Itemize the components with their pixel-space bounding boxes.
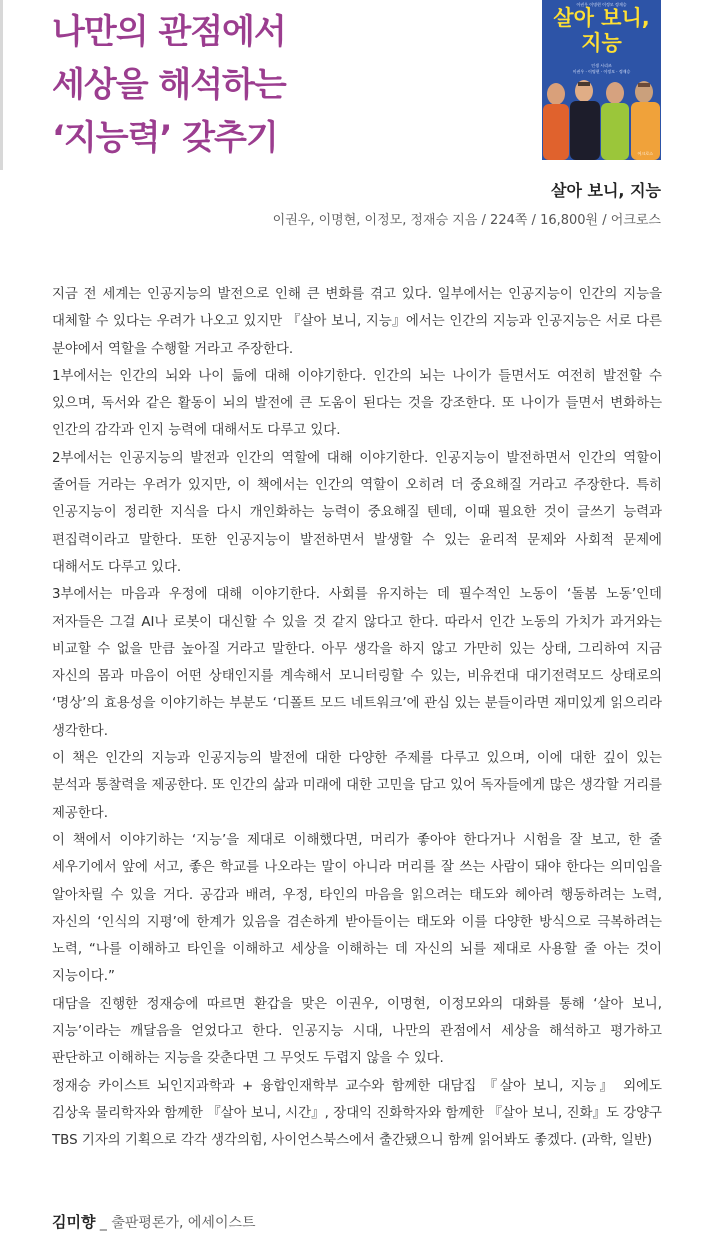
headline [52,6,522,165]
paragraph: 이 책은 인간의 지능과 인공지능의 발전에 대한 다양한 주제를 다루고 있으며, 이에 대한 깊이 있는 분석과 통찰력을 제공한다. 또 인간의 삶과 미래에 대한 고민을 담고 있어 독자들에게 많은 생각할 거리를 제공한다. [52,751,662,821]
headline-line: 세상을 해석하는 [52,65,286,105]
cover-author-line: 이권우 이명현 이정모 정재승 [576,2,627,7]
author-credit [52,1211,256,1232]
paragraph: 3부에서는 마음과 우정에 대해 이야기한다. 사회를 유지하는 데 필수적인 노동이 ‘돌봄 노동’인데 저자들은 그걸 AI나 로봇이 대신할 수 있을 것 같지 않다고 한다. 따라서 인간 노동의 가치가 과거와는 비교할 수 없을 만큼 높아질 거라고 말한다. 아무 생각을 하지 않고 가만히 있는 상태, 그리하여 지금 자신의 몸과 마음이 어떤 상태인지를 계속해서 모니터링할 수 있는, 비유컨대 대기전력모드 상태로의 ‘명상’의 효용성을 이야기하는 부분도 ‘디폴트 모드 네트워크’에 관심 있는 분들이라면 재미있게 읽으리라 생각한다. [52,587,662,739]
book-cover [542,0,661,160]
paragraph: 이 책에서 이야기하는 ‘지능’을 제대로 이해했다면, 머리가 좋아야 한다거나 시험을 잘 보고, 한 줄 세우기에서 앞에 서고, 좋은 학교를 나오라는 말이 아니라 머리를 잘 쓰는 사람이 돼야 한다는 의미임을 알아차릴 수 있을 거다. 공감과 배려, 우정, 타인의 마음을 읽으려는 태도와 헤아려 행동하려는 노력, 자신의 ‘인식의 지평’에 한계가 있음을 겸손하게 받아들이는 태도와 이를 다양한 방식으로 극복하려는 노력, “나를 이해하고 타인을 이해하고 세상을 이해하는 데 자신의 뇌를 제대로 사용할 줄 아는 것이 지능이다.” [52,832,662,985]
left-rule [0,0,3,170]
cover-illustration [542,80,661,160]
cover-title [542,6,661,56]
paragraph: 지금 전 세계는 인공지능의 발전으로 인해 큰 변화를 겪고 있다. 일부에서는 인공지능이 인간의 지능을 대체할 수 있다는 우려가 나오고 있지만 『살아 보니, 지능』에서는 인간의 지능과 인공지능은 서로 다른 분야에서 역할을 수행할 거라고 주장한다. [52,287,662,357]
author-name: 김미향 [52,1213,96,1231]
book-title: 살아 보니, 지능 [551,181,661,200]
book-meta: 이권우, 이명현, 이정모, 정재승 지음 / 224쪽 / 16,800원 / 어크로스 [272,213,661,228]
paragraph: 1부에서는 인간의 뇌와 나이 듦에 대해 이야기한다. 인간의 뇌는 나이가 들면서도 여전히 발전할 수 있으며, 독서와 같은 활동이 뇌의 발전에 큰 도움이 된다는 것을 강조한다. 또 나이가 들면서 변화하는 인간의 감각과 인지 능력에 대해서도 다루고 있다. [52,368,662,439]
cover-title-line: 살아 보니, [553,6,650,30]
cover-sub-line: 이권우 · 이명현 · 이정모 · 정재승 [572,69,631,74]
paragraph: 정재승 카이스트 뇌인지과학과 + 융합인재학부 교수와 함께한 대담집 『살아 보니, 지능』 외에도 김상욱 물리학자와 함께한 『살아 보니, 시간』, 장대익 진화학자와 함께한 『살아 보니, 진화』도 강양구 TBS 기자의 기획으로 각각 생각의힘, 사이언스북스에서 출간됐으니 함께 읽어봐도 좋겠다. (과학, 일반) [52,1078,662,1149]
headline-line: ‘지능력’ 갖추기 [52,118,278,158]
review-body [52,281,662,1155]
author-role: _ 출판평론가, 에세이스트 [95,1215,256,1231]
cover-title-line: 지능 [581,31,622,55]
headline-line: 나만의 관점에서 [52,12,286,52]
cover-subtitle [542,63,661,75]
paragraph: 2부에서는 인공지능의 발전과 인간의 역할에 대해 이야기한다. 인공지능이 발전하면서 인간의 역할이 줄어들 거라는 우려가 있지만, 이 책에서는 인간의 역할이 오히려 더 중요해질 거라고 주장한다. 특히 인공지능이 정리한 지식을 다시 개인화하는 능력이 중요해질 텐데, 이때 필요한 것이 글쓰기 능력과 편집력이라고 말한다. 또한 인공지능이 발전하면서 발생할 수 있는 윤리적 문제와 사회적 문제에 대해서도 다루고 있다. [52,450,662,575]
paragraph: 대담을 진행한 정재승에 따르면 환갑을 맞은 이권우, 이명현, 이정모와의 대화를 통해 ‘살아 보니, 지능’이라는 깨달음을 얻었다고 한다. 인공지능 시대, 나만의 관점에서 세상을 해석하고 평가하고 판단하고 이해하는 지능을 갖춘다면 그 무엇도 두렵지 않을 수 있다. [52,996,662,1067]
cover-sub-line: 인생 시리즈 [591,63,612,68]
cover-publisher: 어크로스 [637,151,653,156]
